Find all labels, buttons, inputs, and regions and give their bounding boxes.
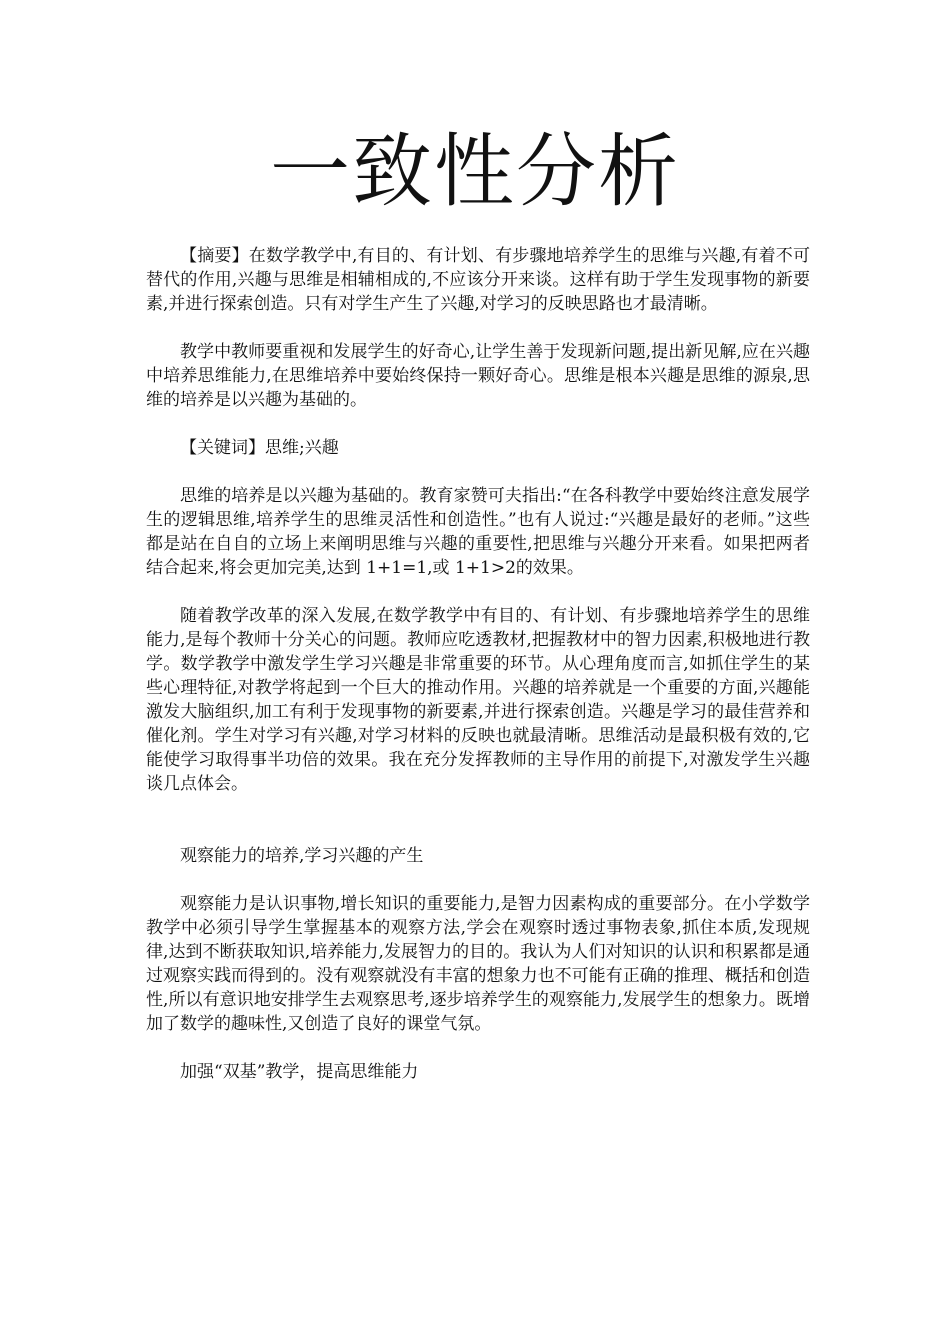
section-spacer: [146, 820, 810, 844]
document-body: [146, 244, 810, 1108]
keywords-paragraph: 【关键词】思维;兴趣: [180, 438, 339, 458]
body-paragraph: 教学中教师要重视和发展学生的好奇心,让学生善于发现新问题,提出新见解,应在兴趣中培养思维能力,在思维培养中要始终保持一颗好奇心。思维是根本兴趣是思维的源泉,思维的培养是以兴趣为基础的。: [146, 342, 810, 410]
body-paragraph: 思维的培养是以兴趣为基础的。教育家赞可夫指出:“在各科教学中要始终注意发展学生的逻辑思维,培养学生的思维灵活性和创造性。”也有人说过:“兴趣是最好的老师。”这些都是站在自自的立场上来阐明思维与兴趣的重要性,把思维与兴趣分开来看。如果把两者结合起来,将会更加完美,达到 1+1=1,或 1+1>2的效果。: [146, 486, 810, 578]
document-title: 一致性分析: [270, 125, 680, 218]
body-paragraph: 观察能力是认识事物,增长知识的重要能力,是智力因素构成的重要部分。在小学数学教学中必须引导学生掌握基本的观察方法,学会在观察时透过事物表象,抓住本质,发现规律,达到不断获取知识,培养能力,发展智力的目的。我认为人们对知识的认识和积累都是通过观察实践而得到的。没有观察就没有丰富的想象力也不可能有正确的推理、概括和创造性,所以有意识地安排学生去观察思考,逐步培养学生的观察能力,发展学生的想象力。既增加了数学的趣味性,又创造了良好的课堂气氛。: [146, 894, 810, 1034]
body-paragraph: 随着教学改革的深入发展,在数学教学中有目的、有计划、有步骤地培养学生的思维能力,是每个教师十分关心的问题。教师应吃透教材,把握教材中的智力因素,积极地进行教学。数学教学中激发学生学习兴趣是非常重要的环节。从心理角度而言,如抓住学生的某些心理特征,对教学将起到一个巨大的推动作用。兴趣的培养就是一个重要的方面,兴趣能激发大脑组织,加工有利于发现事物的新要素,并进行探索创造。兴趣是学习的最佳营养和催化剂。学生对学习有兴趣,对学习材料的反映也就最清晰。思维活动是最积极有效的,它能使学习取得事半功倍的效果。我在充分发挥教师的主导作用的前提下,对激发学生兴趣谈几点体会。: [146, 606, 810, 794]
section-heading: 观察能力的培养,学习兴趣的产生: [180, 846, 424, 866]
abstract-paragraph: 【摘要】在数学教学中,有目的、有计划、有步骤地培养学生的思维与兴趣,有着不可替代的作用,兴趣与思维是相辅相成的,不应该分开来谈。这样有助于学生发现事物的新要素,并进行探索创造。只有对学生产生了兴趣,对学习的反映思路也才最清晰。: [146, 246, 810, 314]
section-heading: 加强“双基”教学，提高思维能力: [180, 1062, 419, 1082]
